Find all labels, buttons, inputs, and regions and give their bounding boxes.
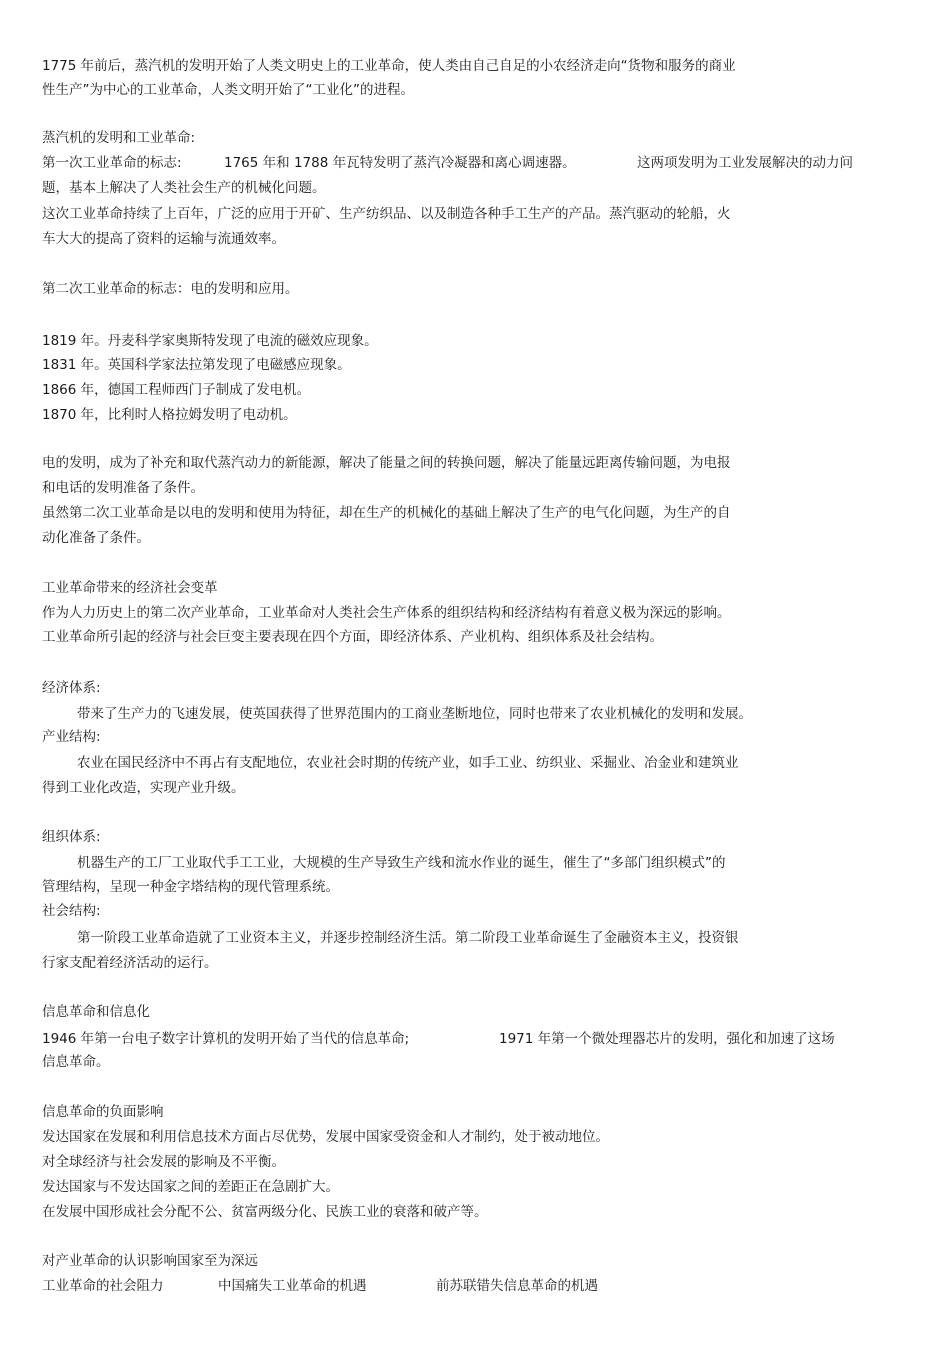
text-segment: 中国痛失工业革命的机遇 [218,1278,367,1294]
text-line: 发达国家在发展和利用信息技术方面占尽优势，发展中国家受资金和人才制约，处于被动地位。 [42,1129,609,1145]
section-heading: 信息革命和信息化 [42,1004,150,1020]
text-segment: 1946 年第一台电子数字计算机的发明开始了当代的信息革命; [42,1031,410,1047]
text-line: 机器生产的工厂工业取代手工工业，大规模的生产导致生产线和流水作业的诞生，催生了“多部门组织模式”的 [77,855,726,871]
text-line: 管理结构，呈现一种金字塔结构的现代管理系统。 [42,879,339,895]
text-line: 在发展中国形成社会分配不公、贫富两级分化、民族工业的衰落和破产等。 [42,1204,488,1220]
subsection-heading: 产业结构: [42,729,101,745]
subsection-heading: 社会结构: [42,903,101,919]
text-line: 题，基本上解决了人类社会生产的机械化问题。 [42,180,326,196]
text-line: 和电话的发明准备了条件。 [42,480,204,496]
subsection-heading: 组织体系: [42,829,101,845]
text-line: 带来了生产力的飞速发展，使英国获得了世界范围内的工商业垄断地位，同时也带来了农业机械化的发明和发展。 [77,706,752,722]
text-segment: 第一次工业革命的标志: [42,155,182,171]
text-line: 虽然第二次工业革命是以电的发明和使用为特征，却在生产的机械化的基础上解决了生产的电气化问题，为生产的自 [42,505,731,521]
text-line: 行家支配着经济活动的运行。 [42,955,218,971]
text-line: 作为人力历史上的第二次产业革命，工业革命对人类社会生产体系的组织结构和经济结构有着意义极为深远的影响。 [42,605,731,621]
section-heading: 信息革命的负面影响 [42,1104,164,1120]
text-line: 得到工业化改造，实现产业升级。 [42,780,245,796]
text-line: 车大大的提高了资料的运输与流通效率。 [42,231,285,247]
text-line: 性生产”为中心的工业革命，人类文明开始了“工业化”的进程。 [42,82,414,98]
text-line: 电的发明，成为了补充和取代蒸汽动力的新能源，解决了能量之间的转换问题，解决了能量远距离传输问题，为电报 [42,455,731,471]
text-segment: 1765 年和 1788 年瓦特发明了蒸汽冷凝器和离心调速器。 [224,155,576,171]
text-line: 1819 年。丹麦科学家奥斯特发现了电流的磁效应现象。 [42,333,378,349]
text-line: 这次工业革命持续了上百年，广泛的应用于开矿、生产纺织品、以及制造各种手工生产的产品。蒸汽驱动的轮船，火 [42,206,731,222]
text-line: 1775 年前后，蒸汽机的发明开始了人类文明史上的工业革命，使人类由自己自足的小农经济走向“货物和服务的商业 [42,58,736,74]
text-line: 第一阶段工业革命造就了工业资本主义，并逐步控制经济生活。第二阶段工业革命诞生了金融资本主义，投资银 [77,930,739,946]
text-line: 动化准备了条件。 [42,530,150,546]
text-line: 信息革命。 [42,1054,110,1070]
section-heading: 第二次工业革命的标志：电的发明和应用。 [42,281,299,297]
section-heading: 蒸汽机的发明和工业革命: [42,130,196,146]
section-heading: 工业革命带来的经济社会变革 [42,580,218,596]
subsection-heading: 经济体系: [42,680,101,696]
text-segment: 前苏联错失信息革命的机遇 [436,1278,598,1294]
text-line: 对全球经济与社会发展的影响及不平衡。 [42,1154,285,1170]
text-line: 工业革命所引起的经济与社会巨变主要表现在四个方面，即经济体系、产业机构、组织体系及社会结构。 [42,629,663,645]
text-line: 发达国家与不发达国家之间的差距正在急剧扩大。 [42,1179,339,1195]
text-line: 1831 年。英国科学家法拉第发现了电磁感应现象。 [42,357,351,373]
text-line: 1870 年，比利时人格拉姆发明了电动机。 [42,407,297,423]
text-segment: 工业革命的社会阻力 [42,1278,164,1294]
text-segment: 1971 年第一个微处理器芯片的发明，强化和加速了这场 [499,1031,835,1047]
text-line: 农业在国民经济中不再占有支配地位，农业社会时期的传统产业，如手工业、纺织业、采掘业、冶金业和建筑业 [77,755,739,771]
text-line: 1866 年，德国工程师西门子制成了发电机。 [42,382,311,398]
section-heading: 对产业革命的认识影响国家至为深远 [42,1253,258,1269]
text-segment: 这两项发明为工业发展解决的动力问 [637,155,853,171]
